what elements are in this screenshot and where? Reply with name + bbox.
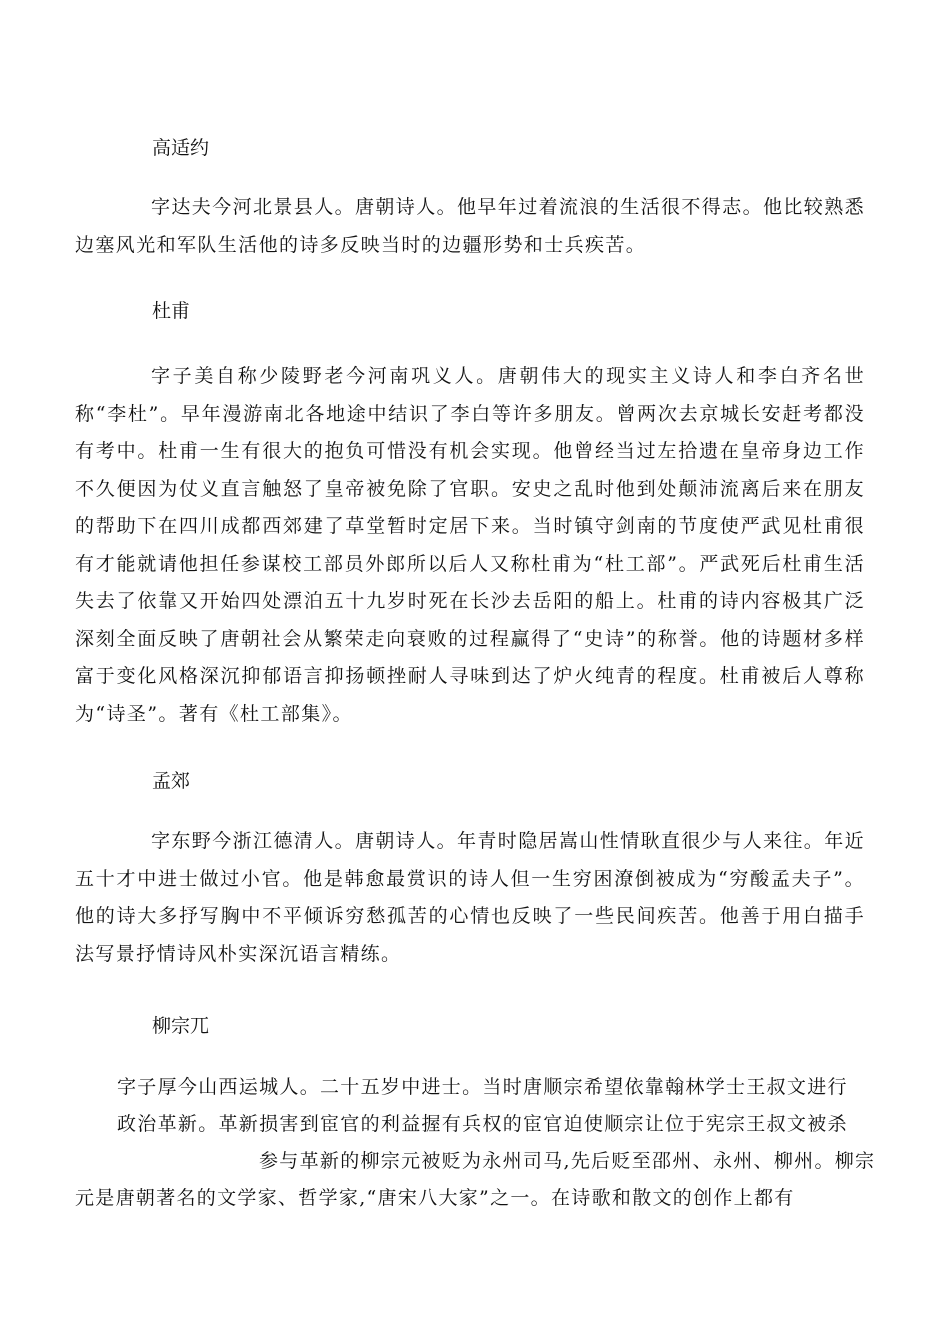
section-body-line: 政治革新。革新损害到宦官的利益握有兵权的宦官迫使顺宗让位于宪宗王叔文被杀 [117, 1113, 848, 1135]
section-heading-du-fu: 杜甫 [152, 300, 191, 322]
section-heading-liu-zongyuan: 柳宗兀 [152, 1015, 210, 1037]
section-body-line: 元是唐朝著名的文学家、哲学家,“唐宋八大家”之一。在诗歌和散文的创作上都有 [75, 1187, 795, 1209]
section-body-gao-shi: 字达夫今河北景县人。唐朝诗人。他早年过着流浪的生活很不得志。他比较熟悉边塞风光和军队生活他的诗多反映当时的边疆形势和士兵疾苦。 [75, 196, 866, 256]
section-body-line: 字子厚今山西运城人。二十五岁中进士。当时唐顺宗希望依靠翰林学士王叔文进行 [117, 1076, 848, 1098]
section-body-du-fu: 字子美自称少陵野老今河南巩义人。唐朝伟大的现实主义诗人和李白齐名世称“李杜”。早年漫游南北各地途中结识了李白等许多朋友。曾两次去京城长安赶考都没有考中。杜甫一生有很大的抱负可惜没有机会实现。他曾经当过左拾遗在皇帝身边工作不久便因为仗义直言触怒了皇帝被免除了官职。安史之乱时他到处颠沛流离后来在朋友的帮助下在四川成都西郊建了草堂暂时定居下来。当时镇守剑南的节度使严武见杜甫很有才能就请他担任参谋校工部员外郎所以后人又称杜甫为“杜工部”。严武死后杜甫生活失去了依靠又开始四处漂泊五十九岁时死在长沙去岳阳的船上。杜甫的诗内容极其广泛深刻全面反映了唐朝社会从繁荣走向衰败的过程赢得了“史诗”的称誉。他的诗题材多样富于变化风格深沉抑郁语言抑扬顿挫耐人寻味到达了炉火纯青的程度。杜甫被后人尊称为“诗圣”。著有《杜工部集》。 [75, 365, 865, 725]
section-body-meng-jiao: 字东野今浙江德清人。唐朝诗人。年青时隐居嵩山性情耿直很少与人来往。年近五十才中进士做过小官。他是韩愈最赏识的诗人但一生穷困潦倒被成为“穷酸孟夫子”。他的诗大多抒写胸中不平倾诉穷愁孤苦的心情也反映了一些民间疾苦。他善于用白描手法写景抒情诗风朴实深沉语言精练。 [75, 830, 866, 965]
section-heading-gao-shi: 高适约 [152, 137, 210, 159]
section-body-line: 参与革新的柳宗元被贬为永州司马,先后贬至邵州、永州、柳州。柳宗 [259, 1150, 876, 1172]
section-heading-meng-jiao: 孟郊 [152, 770, 191, 792]
